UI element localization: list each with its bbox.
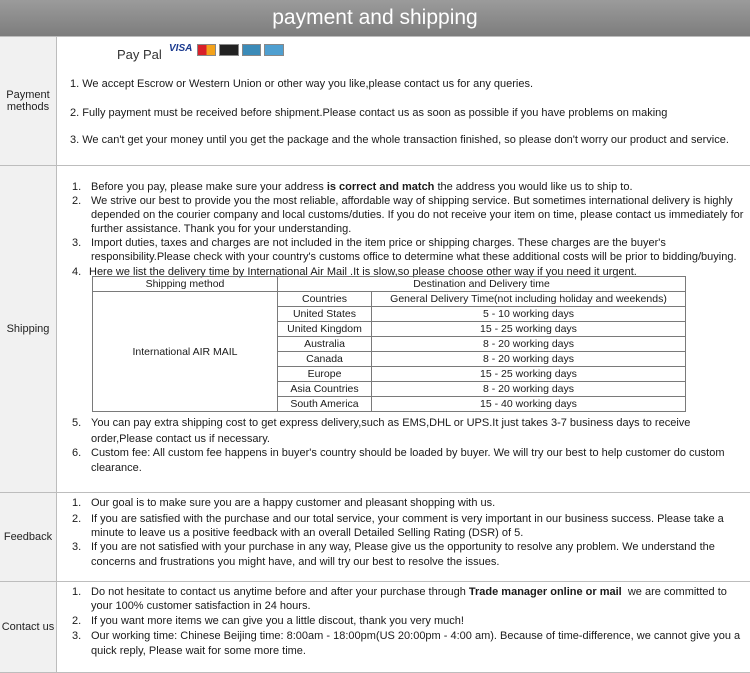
bank-card-icon (242, 44, 261, 56)
feedback-label: Feedback (0, 493, 57, 581)
contact-content: 1. Do not hesitate to contact us anytime before and after your purchase through Trade manager online or mail we are committed to your 100% customer satisfaction in 24 hours. 2. If you want more items we can give you a little discout, thank you very much! 3. Our working time: Chinese Beijing time: 8:00am - 18:00pm(US 20:00pm - 4:00 am). Because of time-difference, we cannot give you a quick reply, Please wait for some more time. (72, 586, 741, 657)
shipping-item-6: Custom fee: All custom fee happens in buyer's country should be loaded by buyer. We will try our best to help customer do custom (91, 447, 725, 459)
table-row: Australia 8 - 20 working days (93, 337, 686, 352)
table-row: United States 5 - 10 working days (93, 307, 686, 322)
page-title: payment and shipping (272, 6, 478, 29)
shipping-item-1: Before you pay, please make sure your address is correct and match the address you would like us to ship to. (91, 181, 633, 193)
mastercard-icon (197, 44, 216, 56)
contact-label: Contact us (0, 582, 57, 672)
payment-content (58, 37, 750, 165)
shipping-label: Shipping (0, 166, 57, 492)
table-header-row: Shipping method Destination and Delivery time (93, 277, 686, 292)
table-row: Europe 15 - 25 working days (93, 367, 686, 382)
payment-label: Payment methods (0, 37, 57, 165)
feedback-item-3: If you are not satisfied with your purchase in any way, Please give us the opportunity to resolve any problem. We understand the (91, 541, 715, 553)
payment-section (0, 36, 750, 165)
payment-item-1: 1. We accept Escrow or Western Union or other way you like,please contact us for any queries. (70, 78, 534, 90)
table-row: Asia Countries 8 - 20 working days (93, 382, 686, 397)
shipping-section (0, 165, 750, 492)
delivery-time-table (92, 276, 686, 412)
bank-transfer-icon (264, 44, 284, 56)
shipping-item-5: You can pay extra shipping cost to get express delivery,such as EMS,DHL or UPS.It just takes 3-7 business days to receive (91, 417, 691, 429)
table-row: United Kingdom 15 - 25 working days (93, 322, 686, 337)
payment-item-3: 3. We can't get your money until you get the package and the whole transaction finished, so please don't worry our product and service. (70, 134, 729, 146)
shipping-content: 1. Before you pay, please make sure your address is correct and match the address you would like us to ship to. 2. We strive our best to provide you the most reliable, affordable way of shipping service. But sometimes international delivery is highly depended on the courier company and local customs/duties. If you do not receive your item on time, please contact us immediately for further assistance. Thank you for your understanding. 3. Import duties, taxes and charges are not included in the item price or shipping charges. These charges are the buyer's responsibility.Please check with your country's customs office to determine what these additional costs will be prior to bidding/buying. 4. Here we list the delivery time by International Air Mail .It is slow,so please choose other way if you need it urgent. Shipping method Destination and Delivery time International AIR MAIL Countries General Delivery Time(not including holiday and weekends) United States 5 - 10 working days United Kingdom 15 - 25 working days Australia 8 - 20 working days Canada 8 - 20 working days Europe 15 - 25 working days Asia Countries 8 - 20 working days South America 15 - 40 working days 5. You can pay extra shipping cost to get express delivery,such as EMS,DHL or UPS.It just takes 3-7 business days to receive order,Please contact us if necessary. 6. Custom fee: All custom fee happens in buyer's country should be loaded by buyer. We will try our best to help customer do custom clearance. (72, 181, 744, 474)
contact-item-3: Our working time: Chinese Beijing time: 8:00am - 18:00pm(US 20:00pm - 4:00 am). Because of time-difference, we cannot give you a (91, 630, 741, 642)
table-row: International AIR MAIL Countries General Delivery Time(not including holiday and weekends) (93, 292, 686, 307)
feedback-content: 1. Our goal is to make sure you are a happy customer and pleasant shopping with us. 2. If you are satisfied with the purchase and our total service, your comment is very important in our business success. Please take a minute to leave us a positive feedback with an overall Detailed Selling Rating (DSR) of 5. 3. If you are not satisfied with your purchase in any way, Please give us the opportunity to resolve any problem. We understand the concerns and frustrations you might have, and will try our best to resolve the issues. (72, 497, 724, 568)
card-icon (219, 44, 239, 56)
payment-item-2: 2. Fully payment must be received before shipment.Please contact us as soon as possible if you have problems on making (70, 107, 668, 119)
shipping-item-2: We strive our best to provide you the most reliable, affordable way of shipping service. But sometimes international delivery is highly (91, 195, 733, 207)
shipping-method-cell: International AIR MAIL (93, 292, 278, 412)
visa-icon: VISA (169, 43, 193, 54)
contact-item-1: Do not hesitate to contact us anytime before and after your purchase through Trade manager online or mail we are committed to (91, 586, 727, 598)
page-header (0, 0, 750, 36)
feedback-section (0, 492, 750, 581)
table-row: Canada 8 - 20 working days (93, 352, 686, 367)
contact-item-2: If you want more items we can give you a little discout, thank you very much! (91, 615, 464, 627)
feedback-item-1: Our goal is to make sure you are a happy customer and pleasant shopping with us. (91, 497, 496, 509)
paypal-logo: Pay Pal (117, 47, 162, 62)
feedback-item-2: If you are satisfied with the purchase and our total service, your comment is very important in our business success. Please take a (91, 513, 724, 525)
table-row: South America 15 - 40 working days (93, 397, 686, 412)
shipping-item-3: Import duties, taxes and charges are not included in the item price or shipping charges. These charges are the buyer's (91, 237, 666, 249)
shipping-item-4: Here we list the delivery time by International Air Mail .It is slow,so please choose other way if you need it urgent. (89, 266, 637, 278)
contact-section (0, 581, 750, 673)
